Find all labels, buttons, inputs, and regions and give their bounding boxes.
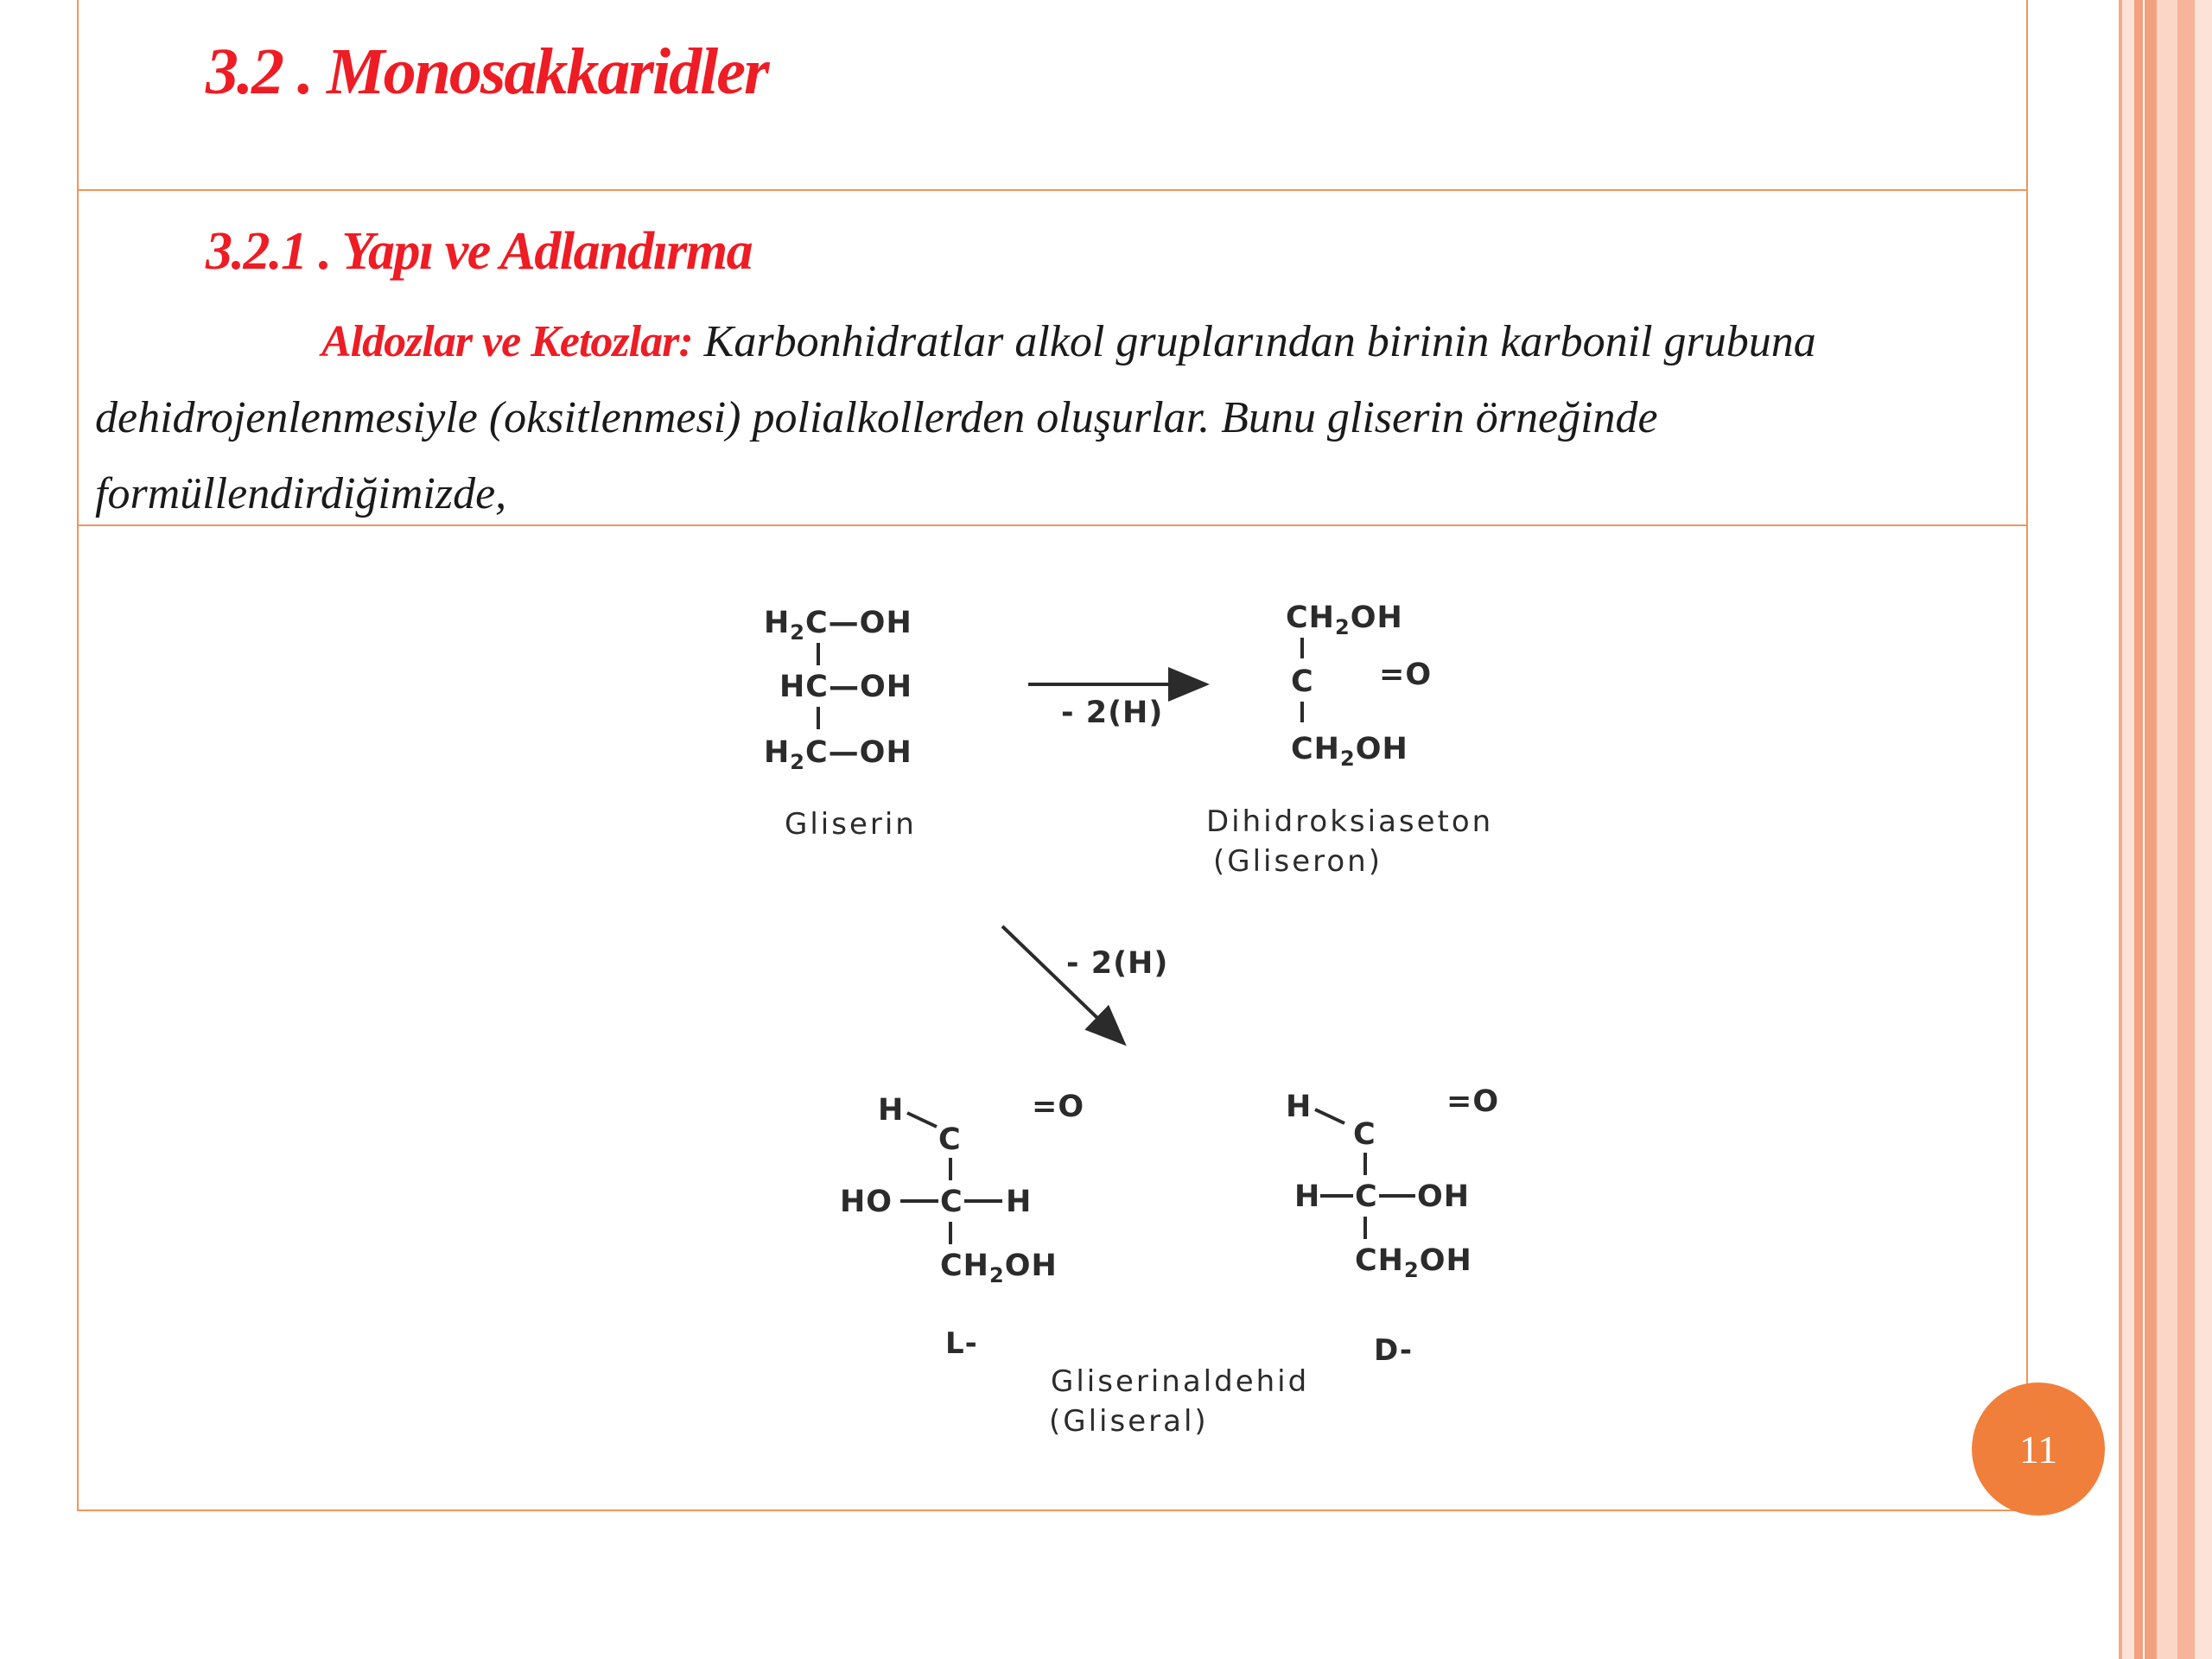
l-gly-left: HO — [840, 1185, 893, 1219]
dha-bottom-oh: OH — [1355, 732, 1408, 766]
glycerol-row1-sub: 2 — [790, 620, 805, 645]
dha-caption-1: Dihidroksiaseton — [1206, 804, 1494, 839]
l-gly-c: C — [938, 1122, 962, 1157]
paragraph-lead: Aldozlar ve Ketozlar: — [321, 317, 693, 366]
dha-carbonyl: =O — [1379, 658, 1433, 692]
dha-caption-2: (Gliseron) — [1213, 844, 1382, 879]
l-gly-carbonyl: =O — [1032, 1090, 1085, 1124]
glycerol-row3-h: H — [764, 735, 791, 770]
d-gly-right: OH — [1417, 1179, 1471, 1214]
glycerol-caption: Gliserin — [785, 807, 917, 842]
glyceraldehyde-caption-1: Gliserinaldehid — [1051, 1364, 1310, 1399]
svg-text:CH2OH — [1286, 601, 1403, 639]
glycerol-structure — [764, 606, 917, 842]
l-gly-label: L- — [945, 1326, 978, 1361]
glycerol-row3-rest: C—OH — [805, 735, 912, 770]
svg-text:CH2OH — [940, 1249, 1058, 1287]
l-gly-bottom-ch: CH — [940, 1249, 989, 1283]
reaction-arrow-2 — [1002, 926, 1122, 1041]
dha-center-c: C — [1291, 664, 1314, 699]
d-gly-center: C — [1355, 1179, 1378, 1214]
d-gly-bottom-ch: CH — [1355, 1243, 1404, 1278]
slide-title: 3.2 . Monosakkaridler — [206, 35, 768, 108]
svg-text:H2C—OH — [764, 606, 912, 645]
d-gly-carbonyl: =O — [1446, 1084, 1500, 1119]
d-gly-left: H — [1294, 1179, 1321, 1214]
svg-text:CH2OH — [1355, 1243, 1472, 1282]
dha-top-ch: CH — [1286, 601, 1335, 635]
dha-top-oh: OH — [1350, 601, 1403, 635]
reaction-arrow-1-label: - 2(H) — [1061, 696, 1164, 730]
paragraph-text: Karbonhidratlar alkol gruplarından birinin karbonil grubuna dehidrojenlenmesiyle (oksitlenmesi) polialkollerden oluşurlar. Bunu gliserin örneğinde formüllendirdiğimizde, — [95, 317, 1816, 518]
glycerol-row3-sub: 2 — [790, 750, 805, 774]
l-gly-bottom-oh: OH — [1004, 1249, 1058, 1283]
section-heading: 3.2.1 . Yapı ve Adlandırma — [206, 222, 753, 281]
glycerol-row1-rest: C—OH — [805, 606, 912, 640]
dihydroxyacetone-structure — [1206, 601, 1493, 879]
glyceraldehyde-caption-2: (Gliseral) — [1049, 1404, 1209, 1439]
d-gly-bottom-oh: OH — [1419, 1243, 1472, 1278]
l-gly-h: H — [878, 1093, 905, 1128]
dha-top-sub: 2 — [1334, 615, 1351, 639]
svg-text:H2C—OH — [764, 735, 912, 774]
page-number-badge — [1972, 1382, 2105, 1516]
glycerol-row2: HC—OH — [779, 670, 913, 704]
l-gly-right: H — [1006, 1185, 1033, 1219]
glycerol-row1-h: H — [764, 606, 791, 640]
l-gly-center: C — [940, 1185, 963, 1219]
l-gly-bottom-sub: 2 — [988, 1263, 1005, 1287]
dha-bottom-sub: 2 — [1339, 747, 1356, 771]
d-glyceraldehyde-structure — [1286, 1084, 1499, 1368]
dha-bottom-ch: CH — [1291, 732, 1340, 766]
d-gly-bottom-sub: 2 — [1403, 1258, 1420, 1282]
page-number: 11 — [2018, 1427, 2058, 1471]
d-gly-label: D- — [1374, 1333, 1413, 1368]
d-gly-h: H — [1286, 1090, 1313, 1124]
d-gly-c: C — [1353, 1117, 1376, 1152]
svg-text:CH2OH — [1291, 732, 1408, 771]
reaction-arrow-2-label: - 2(H) — [1066, 946, 1169, 981]
l-glyceraldehyde-structure — [840, 1090, 1084, 1361]
